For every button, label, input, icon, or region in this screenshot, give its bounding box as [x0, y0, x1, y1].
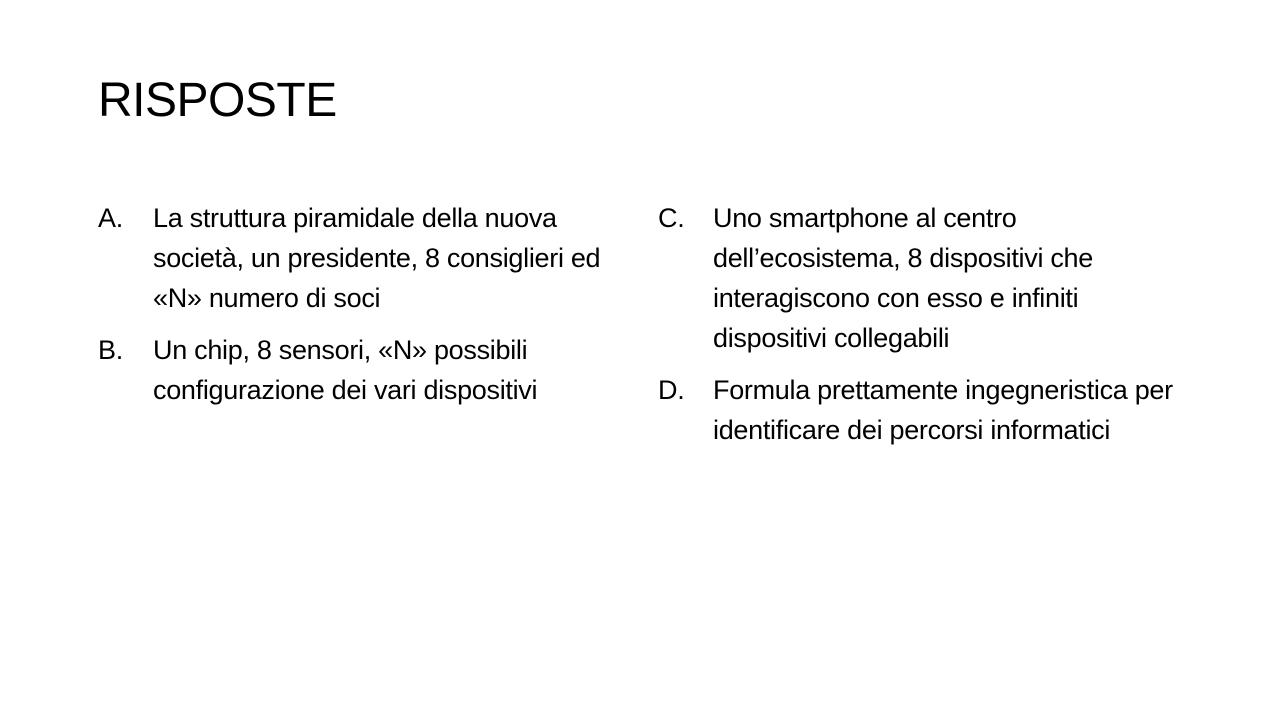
answer-a	[98, 198, 628, 318]
answer-b-text: Un chip, 8 sensori, «N» possibili configurazione dei vari dispositivi	[153, 335, 538, 405]
answers-column-left	[98, 198, 628, 422]
answer-d-letter: D.	[658, 375, 685, 405]
answer-a-text: La struttura piramidale della nuova società, un presidente, 8 consiglieri ed «N» numero di soci	[153, 203, 601, 313]
answer-c-letter: C.	[658, 203, 685, 233]
slide-title: RISPOSTE	[98, 74, 337, 127]
answer-d	[658, 370, 1188, 450]
answer-b	[98, 330, 628, 410]
answer-d-text: Formula prettamente ingegneristica per identificare dei percorsi informatici	[713, 375, 1173, 445]
answer-c-text: Uno smartphone al centro dell’ecosistema, 8 dispositivi che interagiscono con esso e infiniti dispositivi collegabili	[713, 203, 1093, 353]
answer-a-letter: A.	[98, 203, 123, 233]
answers-column-right	[658, 198, 1188, 462]
answer-c	[658, 198, 1188, 358]
answer-b-letter: B.	[98, 335, 123, 365]
